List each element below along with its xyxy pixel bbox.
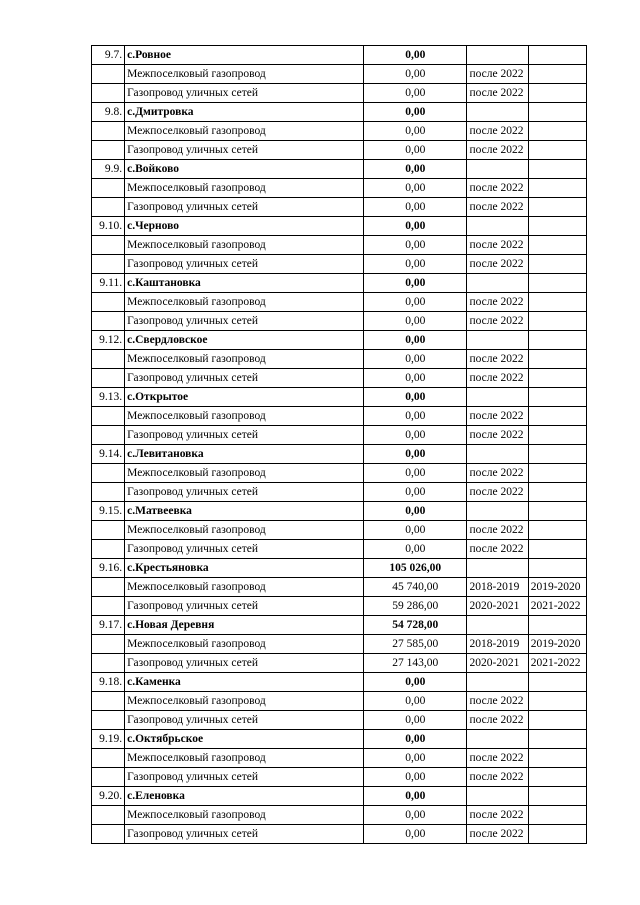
table-row xyxy=(92,141,587,160)
period-end xyxy=(528,65,586,84)
settlement-name: с.Левитановка xyxy=(125,445,364,464)
row-number xyxy=(92,122,125,141)
period-end xyxy=(528,179,586,198)
period-end xyxy=(528,407,586,426)
section-total: 0,00 xyxy=(364,673,467,692)
settlement-name: с.Открытое xyxy=(125,388,364,407)
item-sum: 0,00 xyxy=(364,426,467,445)
item-sum: 0,00 xyxy=(364,84,467,103)
section-number: 9.8. xyxy=(92,103,125,122)
row-number xyxy=(92,768,125,787)
item-sum: 0,00 xyxy=(364,179,467,198)
period-start: после 2022 xyxy=(467,236,528,255)
period-start: после 2022 xyxy=(467,350,528,369)
period-start: после 2022 xyxy=(467,711,528,730)
period-cell-2 xyxy=(528,445,586,464)
period-end xyxy=(528,749,586,768)
section-total: 105 026,00 xyxy=(364,559,467,578)
item-name: Газопровод уличных сетей xyxy=(125,540,364,559)
row-number xyxy=(92,806,125,825)
section-total: 0,00 xyxy=(364,160,467,179)
period-end xyxy=(528,84,586,103)
period-cell-1 xyxy=(467,388,528,407)
settlement-name: с.Матвеевка xyxy=(125,502,364,521)
item-name: Газопровод уличных сетей xyxy=(125,825,364,844)
settlement-name: с.Дмитровка xyxy=(125,103,364,122)
item-sum: 0,00 xyxy=(364,65,467,84)
period-start: после 2022 xyxy=(467,749,528,768)
row-number xyxy=(92,483,125,502)
item-sum: 0,00 xyxy=(364,521,467,540)
item-name: Газопровод уличных сетей xyxy=(125,369,364,388)
item-name: Газопровод уличных сетей xyxy=(125,141,364,160)
period-cell-1 xyxy=(467,445,528,464)
item-sum: 0,00 xyxy=(364,350,467,369)
table-row xyxy=(92,749,587,768)
table-row xyxy=(92,483,587,502)
row-number xyxy=(92,711,125,730)
table-row xyxy=(92,597,587,616)
period-start: после 2022 xyxy=(467,483,528,502)
item-sum: 0,00 xyxy=(364,711,467,730)
table-row xyxy=(92,312,587,331)
period-end xyxy=(528,312,586,331)
item-sum: 0,00 xyxy=(364,407,467,426)
period-cell-2 xyxy=(528,331,586,350)
period-start: после 2022 xyxy=(467,540,528,559)
gas-pipeline-table xyxy=(91,45,587,844)
section-number: 9.9. xyxy=(92,160,125,179)
item-name: Газопровод уличных сетей xyxy=(125,768,364,787)
period-cell-1 xyxy=(467,217,528,236)
item-sum: 0,00 xyxy=(364,141,467,160)
row-number xyxy=(92,578,125,597)
table-row xyxy=(92,198,587,217)
section-number: 9.20. xyxy=(92,787,125,806)
period-start: после 2022 xyxy=(467,198,528,217)
section-total: 0,00 xyxy=(364,502,467,521)
row-number xyxy=(92,312,125,331)
period-end xyxy=(528,369,586,388)
period-end xyxy=(528,293,586,312)
item-name: Газопровод уличных сетей xyxy=(125,84,364,103)
item-sum: 0,00 xyxy=(364,825,467,844)
table-row xyxy=(92,692,587,711)
section-number: 9.16. xyxy=(92,559,125,578)
row-number xyxy=(92,65,125,84)
period-cell-2 xyxy=(528,103,586,122)
period-start: после 2022 xyxy=(467,312,528,331)
period-end xyxy=(528,236,586,255)
period-start: 2018-2019 xyxy=(467,578,528,597)
table-row xyxy=(92,236,587,255)
table-row-section xyxy=(92,502,587,521)
period-end xyxy=(528,350,586,369)
item-sum: 0,00 xyxy=(364,806,467,825)
item-name: Межпоселковый газопровод xyxy=(125,407,364,426)
settlement-name: с.Каштановка xyxy=(125,274,364,293)
table-row xyxy=(92,635,587,654)
table-row-section xyxy=(92,388,587,407)
table-row xyxy=(92,768,587,787)
item-name: Межпоселковый газопровод xyxy=(125,464,364,483)
section-number: 9.17. xyxy=(92,616,125,635)
item-name: Межпоселковый газопровод xyxy=(125,350,364,369)
settlement-name: с.Каменка xyxy=(125,673,364,692)
item-name: Газопровод уличных сетей xyxy=(125,255,364,274)
item-name: Межпоселковый газопровод xyxy=(125,293,364,312)
period-start: 2020-2021 xyxy=(467,654,528,673)
period-cell-1 xyxy=(467,160,528,179)
settlement-name: с.Свердловское xyxy=(125,331,364,350)
section-total: 0,00 xyxy=(364,331,467,350)
item-sum: 59 286,00 xyxy=(364,597,467,616)
period-end: 2021-2022 xyxy=(528,654,586,673)
settlement-name: с.Новая Деревня xyxy=(125,616,364,635)
row-number xyxy=(92,635,125,654)
item-name: Межпоселковый газопровод xyxy=(125,236,364,255)
table-row xyxy=(92,255,587,274)
settlement-name: с.Крестьяновка xyxy=(125,559,364,578)
item-name: Межпоселковый газопровод xyxy=(125,578,364,597)
item-name: Межпоселковый газопровод xyxy=(125,122,364,141)
item-name: Газопровод уличных сетей xyxy=(125,711,364,730)
period-cell-2 xyxy=(528,274,586,293)
table-row-section xyxy=(92,730,587,749)
period-end xyxy=(528,711,586,730)
settlement-name: с.Октябрьское xyxy=(125,730,364,749)
item-sum: 0,00 xyxy=(364,293,467,312)
period-cell-1 xyxy=(467,103,528,122)
row-number xyxy=(92,692,125,711)
section-number: 9.12. xyxy=(92,331,125,350)
settlement-name: с.Войково xyxy=(125,160,364,179)
table-row xyxy=(92,825,587,844)
row-number xyxy=(92,426,125,445)
row-number xyxy=(92,141,125,160)
table-row xyxy=(92,65,587,84)
period-cell-1 xyxy=(467,502,528,521)
section-total: 0,00 xyxy=(364,103,467,122)
row-number xyxy=(92,464,125,483)
item-sum: 0,00 xyxy=(364,369,467,388)
item-name: Газопровод уличных сетей xyxy=(125,312,364,331)
section-total: 0,00 xyxy=(364,445,467,464)
table-row xyxy=(92,407,587,426)
row-number xyxy=(92,255,125,274)
section-total: 54 728,00 xyxy=(364,616,467,635)
table-body xyxy=(92,46,587,844)
item-name: Газопровод уличных сетей xyxy=(125,597,364,616)
item-sum: 0,00 xyxy=(364,464,467,483)
period-start: после 2022 xyxy=(467,768,528,787)
section-number: 9.18. xyxy=(92,673,125,692)
period-end: 2019-2020 xyxy=(528,578,586,597)
section-total: 0,00 xyxy=(364,217,467,236)
table-row xyxy=(92,711,587,730)
period-start: после 2022 xyxy=(467,369,528,388)
table-row xyxy=(92,806,587,825)
item-sum: 0,00 xyxy=(364,122,467,141)
table-row xyxy=(92,540,587,559)
period-end xyxy=(528,483,586,502)
period-start: после 2022 xyxy=(467,141,528,160)
row-number xyxy=(92,293,125,312)
row-number xyxy=(92,654,125,673)
period-start: после 2022 xyxy=(467,825,528,844)
period-start: после 2022 xyxy=(467,179,528,198)
section-total: 0,00 xyxy=(364,274,467,293)
row-number xyxy=(92,84,125,103)
section-number: 9.10. xyxy=(92,217,125,236)
row-number xyxy=(92,350,125,369)
section-total: 0,00 xyxy=(364,787,467,806)
row-number xyxy=(92,198,125,217)
table-row-section xyxy=(92,331,587,350)
row-number xyxy=(92,597,125,616)
item-name: Газопровод уличных сетей xyxy=(125,483,364,502)
table-row xyxy=(92,122,587,141)
row-number xyxy=(92,749,125,768)
period-start: после 2022 xyxy=(467,122,528,141)
row-number xyxy=(92,521,125,540)
period-start: после 2022 xyxy=(467,426,528,445)
item-sum: 45 740,00 xyxy=(364,578,467,597)
section-number: 9.7. xyxy=(92,46,125,65)
period-cell-2 xyxy=(528,217,586,236)
row-number xyxy=(92,540,125,559)
period-cell-1 xyxy=(467,673,528,692)
item-name: Межпоселковый газопровод xyxy=(125,749,364,768)
period-end xyxy=(528,464,586,483)
item-sum: 0,00 xyxy=(364,540,467,559)
period-cell-2 xyxy=(528,787,586,806)
table-row xyxy=(92,84,587,103)
table-row xyxy=(92,350,587,369)
period-cell-2 xyxy=(528,46,586,65)
section-total: 0,00 xyxy=(364,730,467,749)
table-row xyxy=(92,293,587,312)
table-row-section xyxy=(92,160,587,179)
table-row-section xyxy=(92,217,587,236)
period-cell-1 xyxy=(467,616,528,635)
table-row-section xyxy=(92,673,587,692)
item-sum: 0,00 xyxy=(364,255,467,274)
table-row-section xyxy=(92,103,587,122)
period-cell-1 xyxy=(467,787,528,806)
period-cell-1 xyxy=(467,274,528,293)
table-row xyxy=(92,426,587,445)
item-sum: 0,00 xyxy=(364,692,467,711)
table-row-section xyxy=(92,559,587,578)
period-cell-2 xyxy=(528,502,586,521)
item-sum: 0,00 xyxy=(364,198,467,217)
period-start: после 2022 xyxy=(467,521,528,540)
row-number xyxy=(92,236,125,255)
table-row-section xyxy=(92,445,587,464)
period-start: после 2022 xyxy=(467,293,528,312)
table-row xyxy=(92,179,587,198)
period-end xyxy=(528,255,586,274)
period-cell-1 xyxy=(467,331,528,350)
period-cell-2 xyxy=(528,730,586,749)
section-total: 0,00 xyxy=(364,388,467,407)
row-number xyxy=(92,825,125,844)
settlement-name: с.Ровное xyxy=(125,46,364,65)
period-cell-2 xyxy=(528,388,586,407)
item-sum: 0,00 xyxy=(364,312,467,331)
section-number: 9.15. xyxy=(92,502,125,521)
item-name: Газопровод уличных сетей xyxy=(125,654,364,673)
period-cell-1 xyxy=(467,46,528,65)
period-cell-1 xyxy=(467,730,528,749)
item-sum: 0,00 xyxy=(364,236,467,255)
period-start: после 2022 xyxy=(467,806,528,825)
settlement-name: с.Еленовка xyxy=(125,787,364,806)
table-row xyxy=(92,654,587,673)
table-row-section xyxy=(92,274,587,293)
table-row xyxy=(92,521,587,540)
row-number xyxy=(92,407,125,426)
period-start: после 2022 xyxy=(467,692,528,711)
section-total: 0,00 xyxy=(364,46,467,65)
period-end xyxy=(528,426,586,445)
item-name: Газопровод уличных сетей xyxy=(125,426,364,445)
period-start: после 2022 xyxy=(467,255,528,274)
item-name: Межпоселковый газопровод xyxy=(125,806,364,825)
period-cell-2 xyxy=(528,559,586,578)
item-sum: 0,00 xyxy=(364,768,467,787)
period-end xyxy=(528,806,586,825)
period-end xyxy=(528,198,586,217)
period-end xyxy=(528,141,586,160)
period-start: 2018-2019 xyxy=(467,635,528,654)
item-name: Межпоселковый газопровод xyxy=(125,179,364,198)
period-start: после 2022 xyxy=(467,84,528,103)
item-name: Межпоселковый газопровод xyxy=(125,65,364,84)
item-name: Газопровод уличных сетей xyxy=(125,198,364,217)
section-number: 9.14. xyxy=(92,445,125,464)
row-number xyxy=(92,369,125,388)
period-start: 2020-2021 xyxy=(467,597,528,616)
item-name: Межпоселковый газопровод xyxy=(125,692,364,711)
item-sum: 0,00 xyxy=(364,483,467,502)
period-start: после 2022 xyxy=(467,464,528,483)
period-end xyxy=(528,540,586,559)
period-end: 2019-2020 xyxy=(528,635,586,654)
table-row xyxy=(92,464,587,483)
period-end: 2021-2022 xyxy=(528,597,586,616)
item-sum: 27 585,00 xyxy=(364,635,467,654)
section-number: 9.19. xyxy=(92,730,125,749)
period-end xyxy=(528,521,586,540)
period-end xyxy=(528,692,586,711)
period-end xyxy=(528,122,586,141)
item-sum: 0,00 xyxy=(364,749,467,768)
table-row xyxy=(92,578,587,597)
section-number: 9.13. xyxy=(92,388,125,407)
settlement-name: с.Черново xyxy=(125,217,364,236)
period-end xyxy=(528,825,586,844)
period-cell-2 xyxy=(528,616,586,635)
row-number xyxy=(92,179,125,198)
table-row-section xyxy=(92,46,587,65)
item-name: Межпоселковый газопровод xyxy=(125,521,364,540)
period-cell-2 xyxy=(528,160,586,179)
period-end xyxy=(528,768,586,787)
period-start: после 2022 xyxy=(467,407,528,426)
table-row-section xyxy=(92,787,587,806)
table-row xyxy=(92,369,587,388)
period-cell-1 xyxy=(467,559,528,578)
period-cell-2 xyxy=(528,673,586,692)
item-name: Межпоселковый газопровод xyxy=(125,635,364,654)
table-row-section xyxy=(92,616,587,635)
section-number: 9.11. xyxy=(92,274,125,293)
period-start: после 2022 xyxy=(467,65,528,84)
item-sum: 27 143,00 xyxy=(364,654,467,673)
